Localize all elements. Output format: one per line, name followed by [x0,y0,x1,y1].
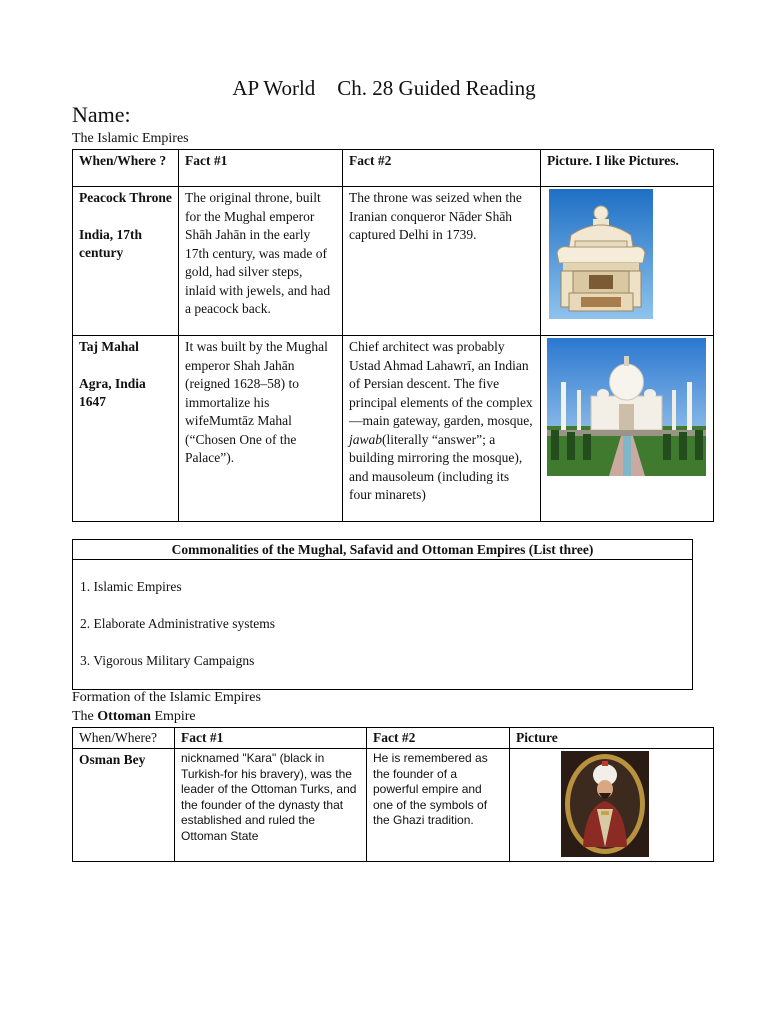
table-header-row [73,728,714,749]
row-title: Taj Mahal [79,339,139,354]
ottoman-table [72,727,714,862]
picture-cell [541,336,714,522]
table-row [73,187,714,336]
osman-bey-portrait [561,751,649,857]
ottoman-subheading [72,709,196,725]
commonalities-heading: Commonalities of the Mughal, Safavid and Ottoman Empires (List three) [73,540,692,560]
picture-cell [510,749,714,862]
col-header: Fact #1 [175,728,367,749]
row-title: Peacock Throne [79,190,172,205]
peacock-throne-photo [549,189,653,319]
chapter-label: Ch. 28 Guided Reading [337,76,536,100]
fact1-cell: The original throne, built for the Mughal emperor Shāh Jahān in the early 17th century, was made of gold, had silver steps, inlaid with jewels, and had a peacock back. [179,187,343,336]
taj-mahal-photo [547,338,706,476]
when-where-cell [73,336,179,522]
fact2-cell: He is remembered as the founder of a powerful empire and one of the symbols of the Ghazi tradition. [367,749,510,862]
fact2-cell [343,336,541,522]
section2-heading: Formation of the Islamic Empires [72,690,261,705]
when-where-cell [73,187,179,336]
subheading-prefix: The [72,709,98,724]
fact2-italic-term: jawab [349,431,383,447]
fact2-cell: The throne was seized when the Iranian conqueror Nāder Shāh captured Delhi in 1739. [343,187,541,336]
page-title [0,76,768,101]
commonality-item: 2. Elaborate Administrative systems [80,616,275,631]
col-header: When/Where ? [73,150,179,187]
fact2-text: Chief architect was probably Ustad Ahmad Lahawrī, an Indian of Persian descent. The five principal elements of the complex—main gateway, garden, mosque, [349,339,533,428]
fact1-cell: It was built by the Mughal emperor Shah Jahān (reigned 1628–58) to immortalize his wifeMumtāz Mahal (“Chosen One of the Palace”). [179,336,343,522]
table-row [73,336,714,522]
picture-cell [541,187,714,336]
when-where-cell: Osman Bey [73,749,175,862]
col-header: Fact #1 [179,150,343,187]
col-header: Picture. I like Pictures. [541,150,714,187]
table-row [73,749,714,862]
col-header: Fact #2 [343,150,541,187]
section1-heading: The Islamic Empires [72,131,189,146]
row-place: India, 17th century [79,226,143,260]
fact1-cell: nicknamed "Kara" (black in Turkish-for his bravery), was the leader of the Ottoman Turks, and the founder of the dynasty that established and ruled the Ottoman State [175,749,367,862]
name-label: Name: [72,102,131,127]
col-header: Fact #2 [367,728,510,749]
course-label: AP World [232,76,316,100]
commonality-item: 3. Vigorous Military Campaigns [80,653,255,668]
subheading-suffix: Empire [150,709,196,724]
row-place: Agra, India 1647 [79,375,146,409]
col-header: Picture [510,728,714,749]
table-header-row [73,150,714,187]
fact2-text-continued: (literally “answer”; a building mirroring the mosque), and mausoleum (including its four minarets) [349,431,523,502]
commonalities-box [72,539,693,690]
commonality-item: 1. Islamic Empires [80,579,182,594]
col-header: When/Where? [73,728,175,749]
subheading-bold: Ottoman [97,709,151,724]
islamic-empires-table [72,149,714,522]
